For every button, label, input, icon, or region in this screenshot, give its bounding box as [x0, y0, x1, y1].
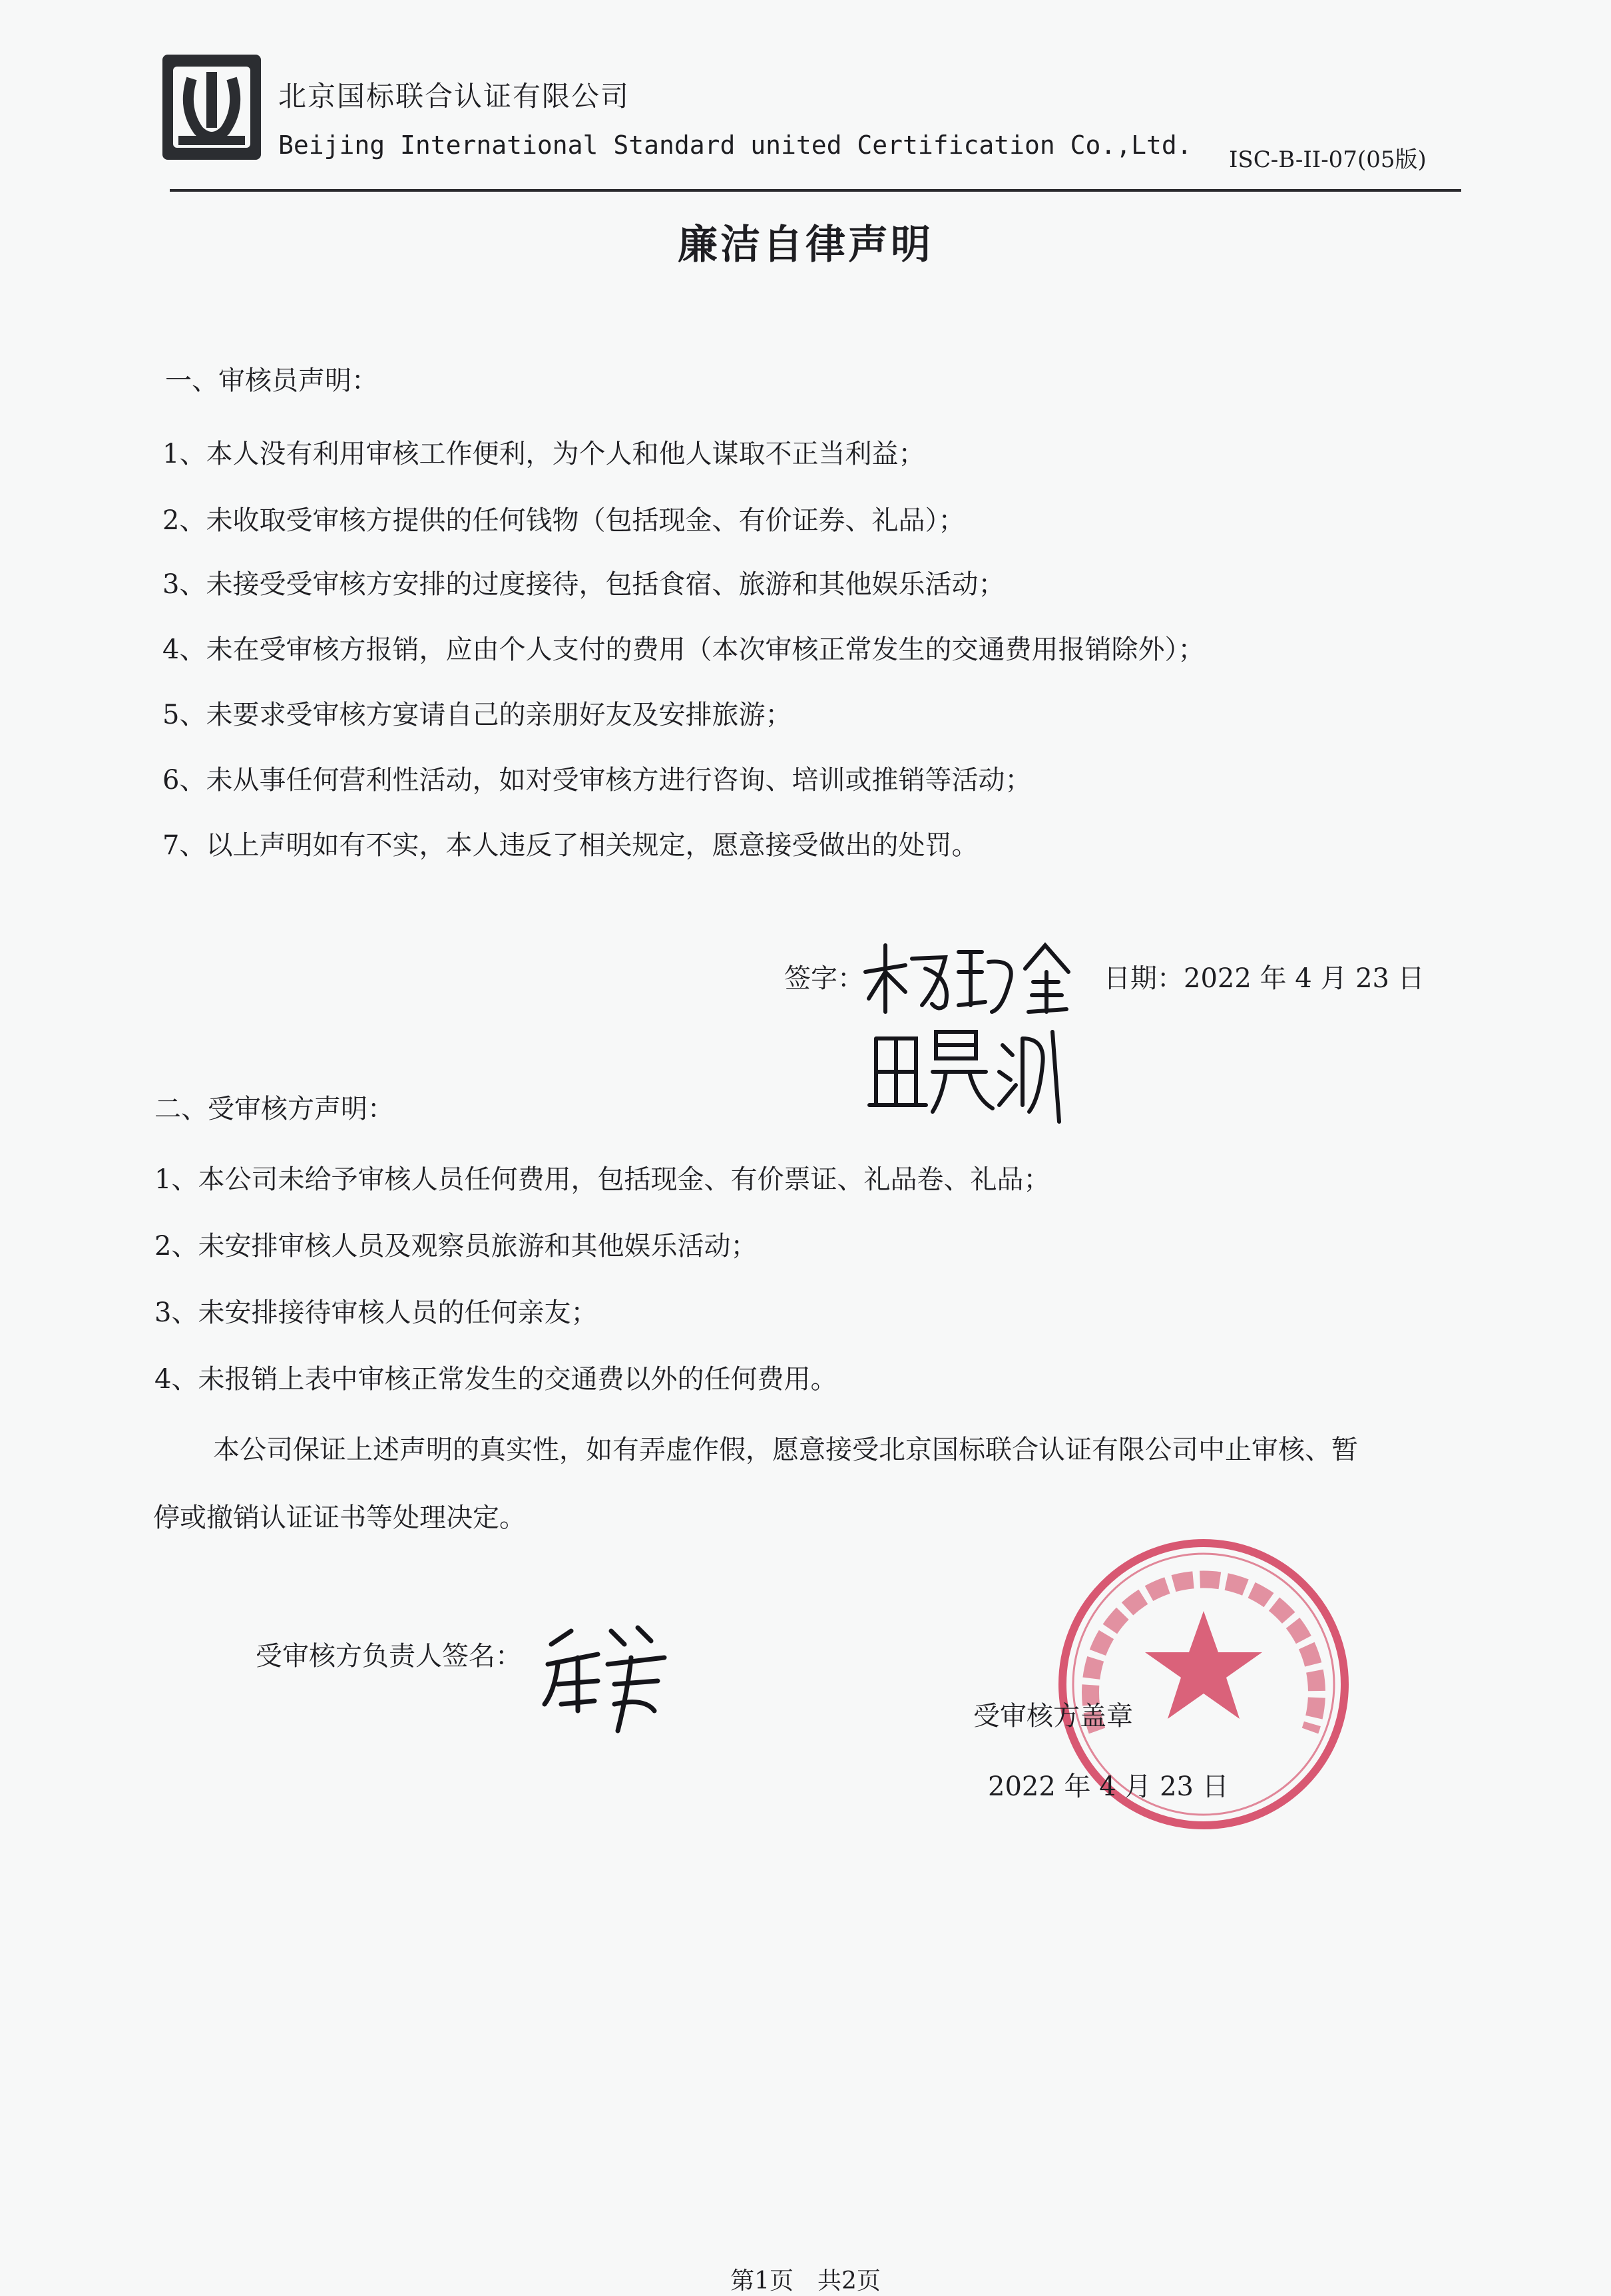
section2-paragraph-line1: 本公司保证上述声明的真实性，如有弄虚作假，愿意接受北京国标联合认证有限公司中止审核、暂 — [213, 1435, 1358, 1465]
auditor-signature-date: 日期：2022 年 4 月 23 日 — [1104, 963, 1425, 994]
document-title: 廉洁自律声明 — [678, 222, 933, 268]
header-divider — [170, 189, 1461, 192]
section1-item: 4、未在受审核方报销，应由个人支付的费用（本次审核正常发生的交通费用报销除外）； — [162, 634, 1205, 665]
section1-item: 6、未从事任何营利性活动，如对受审核方进行咨询、培训或推销等活动； — [162, 765, 1032, 796]
responsible-signature-label: 受审核方负责人签名： — [256, 1641, 522, 1672]
section2-item: 4、未报销上表中审核正常发生的交通费以外的任何费用。 — [154, 1364, 837, 1395]
company-name-cn: 北京国标联合认证有限公司 — [278, 80, 630, 113]
responsible-signature — [538, 1618, 671, 1737]
section1-item: 1、本人没有利用审核工作便利，为个人和他人谋取不正当利益； — [162, 439, 925, 469]
section2-item: 3、未安排接待审核人员的任何亲友； — [154, 1297, 598, 1328]
section2-heading: 二、受审核方声明： — [154, 1094, 394, 1124]
company-name-en: Beijing International Standard united Certification Co.,Ltd. — [278, 130, 1192, 160]
page-number: 第1页 共2页 — [730, 2267, 881, 2295]
section2-paragraph-line2: 停或撤销认证证书等处理决定。 — [153, 1502, 526, 1533]
company-logo-icon — [160, 52, 264, 162]
section2-item: 2、未安排审核人员及观察员旅游和其他娱乐活动； — [154, 1231, 758, 1262]
auditor-signature-2 — [863, 1019, 1062, 1125]
section1-heading: 一、审核员声明： — [165, 365, 378, 396]
section1-item: 7、以上声明如有不实，本人违反了相关规定，愿意接受做出的处罚。 — [162, 830, 979, 861]
section2-item: 1、本公司未给予审核人员任何费用，包括现金、有价票证、礼品卷、礼品； — [154, 1164, 1050, 1195]
section1-item: 2、未收取受审核方提供的任何钱物（包括现金、有价证券、礼品）； — [162, 505, 965, 536]
section1-item: 5、未要求受审核方宴请自己的亲朋好友及安排旅游； — [162, 700, 792, 730]
seal-label: 受审核方盖章 — [973, 1701, 1133, 1731]
auditor-signature-label: 签字： — [784, 963, 864, 994]
auditor-signature-1 — [859, 932, 1078, 1019]
section1-item: 3、未接受受审核方安排的过度接待，包括食宿、旅游和其他娱乐活动； — [162, 569, 1005, 600]
seal-date: 2022 年 4 月 23 日 — [988, 1771, 1229, 1802]
document-code: ISC-B-II-07(05版) — [1229, 146, 1427, 173]
